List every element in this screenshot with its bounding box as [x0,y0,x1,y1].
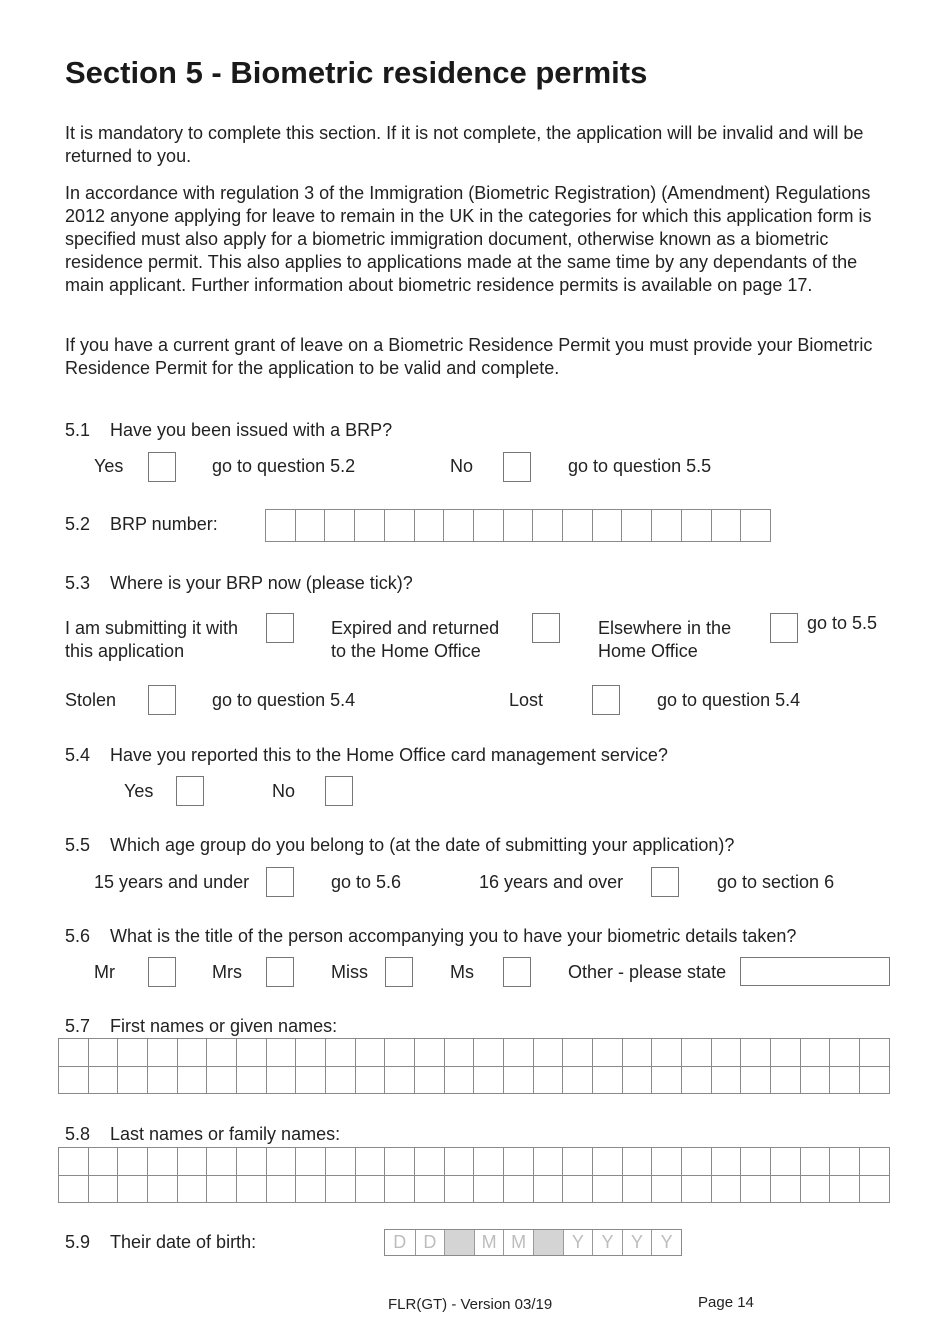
character-cell[interactable] [740,1039,770,1066]
character-cell[interactable] [622,1176,652,1202]
character-cell[interactable] [295,1148,325,1175]
character-cell[interactable] [533,1148,563,1175]
character-cell[interactable] [711,1067,741,1093]
brp-number-cell[interactable] [681,510,711,541]
brp-number-cell[interactable] [592,510,622,541]
question-number: 5.2 [65,514,91,534]
character-cell[interactable] [622,1039,652,1066]
question-text: Which age group do you belong to (at the date of submitting your application)? [110,835,735,855]
question-text: What is the title of the person accompanying you to have your biometric details taken? [110,926,797,946]
character-cell[interactable] [740,1176,770,1202]
brp-number-cell[interactable] [354,510,384,541]
other-title-input[interactable] [740,957,890,986]
question-text: Their date of birth: [110,1232,257,1252]
character-cell[interactable] [681,1039,711,1066]
character-cell[interactable] [414,1148,444,1175]
character-cell[interactable] [562,1039,592,1066]
character-cell[interactable] [177,1148,207,1175]
goto-hint: go to 5.6 [331,872,402,892]
brp-number-cell[interactable] [414,510,444,541]
day-digit-1[interactable]: D [393,1232,407,1252]
character-cell[interactable] [147,1067,177,1093]
character-cell[interactable] [206,1148,236,1175]
question-number: 5.4 [65,745,91,765]
question-text: Have you been issued with a BRP? [110,420,393,440]
character-cell[interactable] [236,1039,266,1066]
last-names-input[interactable] [58,1147,890,1203]
character-cell[interactable] [503,1067,533,1093]
title-label: Other - please state [568,962,727,982]
character-cell[interactable] [473,1067,503,1093]
brp-issued-yes-checkbox[interactable] [148,452,176,482]
character-cell[interactable] [681,1176,711,1202]
character-cell[interactable] [829,1176,859,1202]
character-cell[interactable] [740,1067,770,1093]
character-cell[interactable] [206,1176,236,1202]
option-label: 15 years and under [94,872,250,892]
brp-number-cell[interactable] [651,510,681,541]
option-label: I am submitting it with [65,618,239,638]
character-cell[interactable] [800,1067,830,1093]
goto-hint: go to section 6 [717,872,835,892]
question-text: Have you reported this to the Home Office card management service? [110,745,668,765]
question-number: 5.1 [65,420,91,440]
character-cell[interactable] [384,1067,414,1093]
character-cell[interactable] [325,1148,355,1175]
character-cell[interactable] [503,1148,533,1175]
form-version: FLR(GT) - Version 03/19 [388,1296,553,1313]
option-label: this application [65,641,185,661]
character-cell[interactable] [859,1176,889,1202]
brp-number-cell[interactable] [532,510,562,541]
character-cell[interactable] [859,1067,889,1093]
question-number: 5.5 [65,835,91,855]
character-cell[interactable] [622,1067,652,1093]
character-cell[interactable] [740,1148,770,1175]
character-cell[interactable] [770,1039,800,1066]
brp-number-cell[interactable] [324,510,354,541]
reported-yes-checkbox[interactable] [176,776,204,806]
year-digit-3[interactable]: Y [622,1230,652,1255]
goto-hint: go to question 5.5 [568,456,712,476]
age-15-under-checkbox[interactable] [266,867,294,897]
character-cell[interactable] [117,1148,147,1175]
intro-paragraph-1: It is mandatory to complete this section. If it is not complete, the application will be invalid and will be returned to you. [65,123,864,166]
character-cell[interactable] [236,1176,266,1202]
character-cell[interactable] [829,1039,859,1066]
no-label: No [450,456,474,476]
brp-elsewhere-checkbox[interactable] [770,613,798,643]
character-cell[interactable] [651,1176,681,1202]
character-cell[interactable] [711,1148,741,1175]
brp-number-cell[interactable] [295,510,325,541]
character-cell[interactable] [355,1067,385,1093]
character-cell[interactable] [59,1067,88,1093]
character-cell[interactable] [295,1039,325,1066]
character-cell[interactable] [562,1148,592,1175]
character-cell[interactable] [770,1148,800,1175]
brp-number-input[interactable] [265,509,771,542]
character-cell[interactable] [651,1067,681,1093]
character-cell[interactable] [533,1067,563,1093]
date-separator [533,1230,563,1255]
character-cell[interactable] [533,1039,563,1066]
character-cell[interactable] [533,1176,563,1202]
character-row [59,1066,889,1093]
character-cell[interactable] [325,1176,355,1202]
first-names-input[interactable] [58,1038,890,1094]
year-digit-1[interactable]: Y [563,1230,593,1255]
character-cell[interactable] [503,1039,533,1066]
character-cell[interactable] [829,1148,859,1175]
character-row [59,1175,889,1202]
character-cell[interactable] [355,1176,385,1202]
character-cell[interactable] [117,1176,147,1202]
character-cell[interactable] [147,1039,177,1066]
question-number: 5.8 [65,1124,91,1144]
character-cell[interactable] [562,1067,592,1093]
character-cell[interactable] [770,1067,800,1093]
character-cell[interactable] [59,1039,88,1066]
character-cell[interactable] [147,1148,177,1175]
character-cell[interactable] [236,1148,266,1175]
character-cell[interactable] [206,1039,236,1066]
brp-number-cell[interactable] [503,510,533,541]
year-digit-4[interactable]: Y [651,1230,681,1255]
date-separator [444,1230,474,1255]
date-of-birth-input[interactable] [384,1229,682,1256]
character-cell[interactable] [117,1039,147,1066]
option-label: Home Office [598,641,698,661]
intro-paragraph-2: In accordance with regulation 3 of the Immigration (Biometric Registration) (Amendment) Regulations 2012 anyone applying for leave to remain in the UK in the categories for which this application form is specified must also apply for a biometric immigration document, otherwise known as a biometric residence permit. This also applies to applications made at the same time by any dependants of the main applicant. Further information about biometric residence permits is available on page 17. [65,183,872,295]
character-cell[interactable] [266,1148,296,1175]
brp-expired-checkbox[interactable] [532,613,560,643]
character-cell[interactable] [266,1039,296,1066]
character-cell[interactable] [770,1176,800,1202]
character-cell[interactable] [355,1039,385,1066]
option-label: Elsewhere in the [598,618,732,638]
character-cell[interactable] [177,1176,207,1202]
question-text: Last names or family names: [110,1124,341,1144]
brp-issued-no-checkbox[interactable] [503,452,531,482]
title-label: Mrs [212,962,242,982]
option-label: Lost [509,690,544,710]
character-cell[interactable] [414,1176,444,1202]
brp-number-cell[interactable] [266,510,295,541]
character-cell[interactable] [117,1067,147,1093]
character-cell[interactable] [88,1039,118,1066]
character-cell[interactable] [236,1067,266,1093]
brp-number-cell[interactable] [711,510,741,541]
option-label: Stolen [65,690,117,710]
character-cell[interactable] [711,1039,741,1066]
character-cell[interactable] [562,1176,592,1202]
character-cell[interactable] [147,1176,177,1202]
character-cell[interactable] [800,1148,830,1175]
title-label: Miss [331,962,368,982]
yes-label: Yes [94,456,124,476]
brp-number-cell[interactable] [621,510,651,541]
character-cell[interactable] [295,1067,325,1093]
page-title: Section 5 - Biometric residence permits [65,55,648,90]
question-number: 5.3 [65,573,91,593]
title-mrs-checkbox[interactable] [266,957,294,987]
brp-lost-checkbox[interactable] [592,685,620,715]
character-cell[interactable] [355,1148,385,1175]
title-label: Ms [450,962,474,982]
character-cell[interactable] [622,1148,652,1175]
character-cell[interactable] [473,1148,503,1175]
question-number: 5.9 [65,1232,91,1252]
character-cell[interactable] [88,1176,118,1202]
brp-submitting-checkbox[interactable] [266,613,294,643]
character-cell[interactable] [59,1176,88,1202]
character-cell[interactable] [800,1176,830,1202]
character-cell[interactable] [829,1067,859,1093]
character-cell[interactable] [177,1067,207,1093]
character-cell[interactable] [444,1039,474,1066]
page-number: Page 14 [698,1294,754,1311]
option-label: Expired and returned [331,618,500,638]
goto-hint: go to question 5.4 [657,690,801,710]
month-digit-2[interactable]: M [503,1230,533,1255]
character-row [59,1148,889,1175]
character-cell[interactable] [384,1148,414,1175]
reported-no-checkbox[interactable] [325,776,353,806]
day-digit-2[interactable]: D [415,1230,445,1255]
character-cell[interactable] [384,1039,414,1066]
title-ms-checkbox[interactable] [503,957,531,987]
character-cell[interactable] [295,1176,325,1202]
brp-number-cell[interactable] [473,510,503,541]
character-cell[interactable] [651,1148,681,1175]
question-number: 5.7 [65,1016,91,1036]
age-16-over-checkbox[interactable] [651,867,679,897]
character-cell[interactable] [473,1039,503,1066]
character-cell[interactable] [444,1148,474,1175]
character-cell[interactable] [592,1067,622,1093]
character-cell[interactable] [444,1067,474,1093]
character-cell[interactable] [592,1039,622,1066]
year-digit-2[interactable]: Y [592,1230,622,1255]
title-mr-checkbox[interactable] [148,957,176,987]
brp-number-cell[interactable] [740,510,770,541]
yes-label: Yes [124,781,154,801]
title-miss-checkbox[interactable] [385,957,413,987]
character-cell[interactable] [473,1176,503,1202]
character-cell[interactable] [88,1067,118,1093]
character-cell[interactable] [592,1148,622,1175]
brp-number-cell[interactable] [562,510,592,541]
character-cell[interactable] [681,1148,711,1175]
goto-hint: go to question 5.4 [212,690,356,710]
character-cell[interactable] [503,1176,533,1202]
option-label: 16 years and over [479,872,624,892]
character-cell[interactable] [88,1148,118,1175]
goto-hint: go to question 5.2 [212,456,356,476]
no-label: No [272,781,296,801]
brp-number-cell[interactable] [384,510,414,541]
character-cell[interactable] [384,1176,414,1202]
goto-hint: go to 5.5 [807,613,878,633]
character-cell[interactable] [266,1067,296,1093]
question-text: First names or given names: [110,1016,338,1036]
intro-paragraph-3: If you have a current grant of leave on a Biometric Residence Permit you must provide your Biometric Residence Permit for the application to be valid and complete. [65,335,873,378]
character-cell[interactable] [592,1176,622,1202]
character-cell[interactable] [444,1176,474,1202]
question-number: 5.6 [65,926,91,946]
character-cell[interactable] [325,1039,355,1066]
brp-number-cell[interactable] [443,510,473,541]
character-cell[interactable] [414,1039,444,1066]
character-cell[interactable] [266,1176,296,1202]
question-text: Where is your BRP now (please tick)? [110,573,413,593]
option-label: to the Home Office [331,641,481,661]
character-row [59,1039,889,1066]
question-text: BRP number: [110,514,218,534]
character-cell[interactable] [800,1039,830,1066]
character-cell[interactable] [651,1039,681,1066]
brp-stolen-checkbox[interactable] [148,685,176,715]
character-cell[interactable] [859,1039,889,1066]
character-cell[interactable] [711,1176,741,1202]
character-cell[interactable] [414,1067,444,1093]
character-cell[interactable] [177,1039,207,1066]
month-digit-1[interactable]: M [474,1230,504,1255]
character-cell[interactable] [859,1148,889,1175]
character-cell[interactable] [59,1148,88,1175]
character-cell[interactable] [325,1067,355,1093]
title-label: Mr [94,962,115,982]
character-cell[interactable] [206,1067,236,1093]
character-cell[interactable] [681,1067,711,1093]
